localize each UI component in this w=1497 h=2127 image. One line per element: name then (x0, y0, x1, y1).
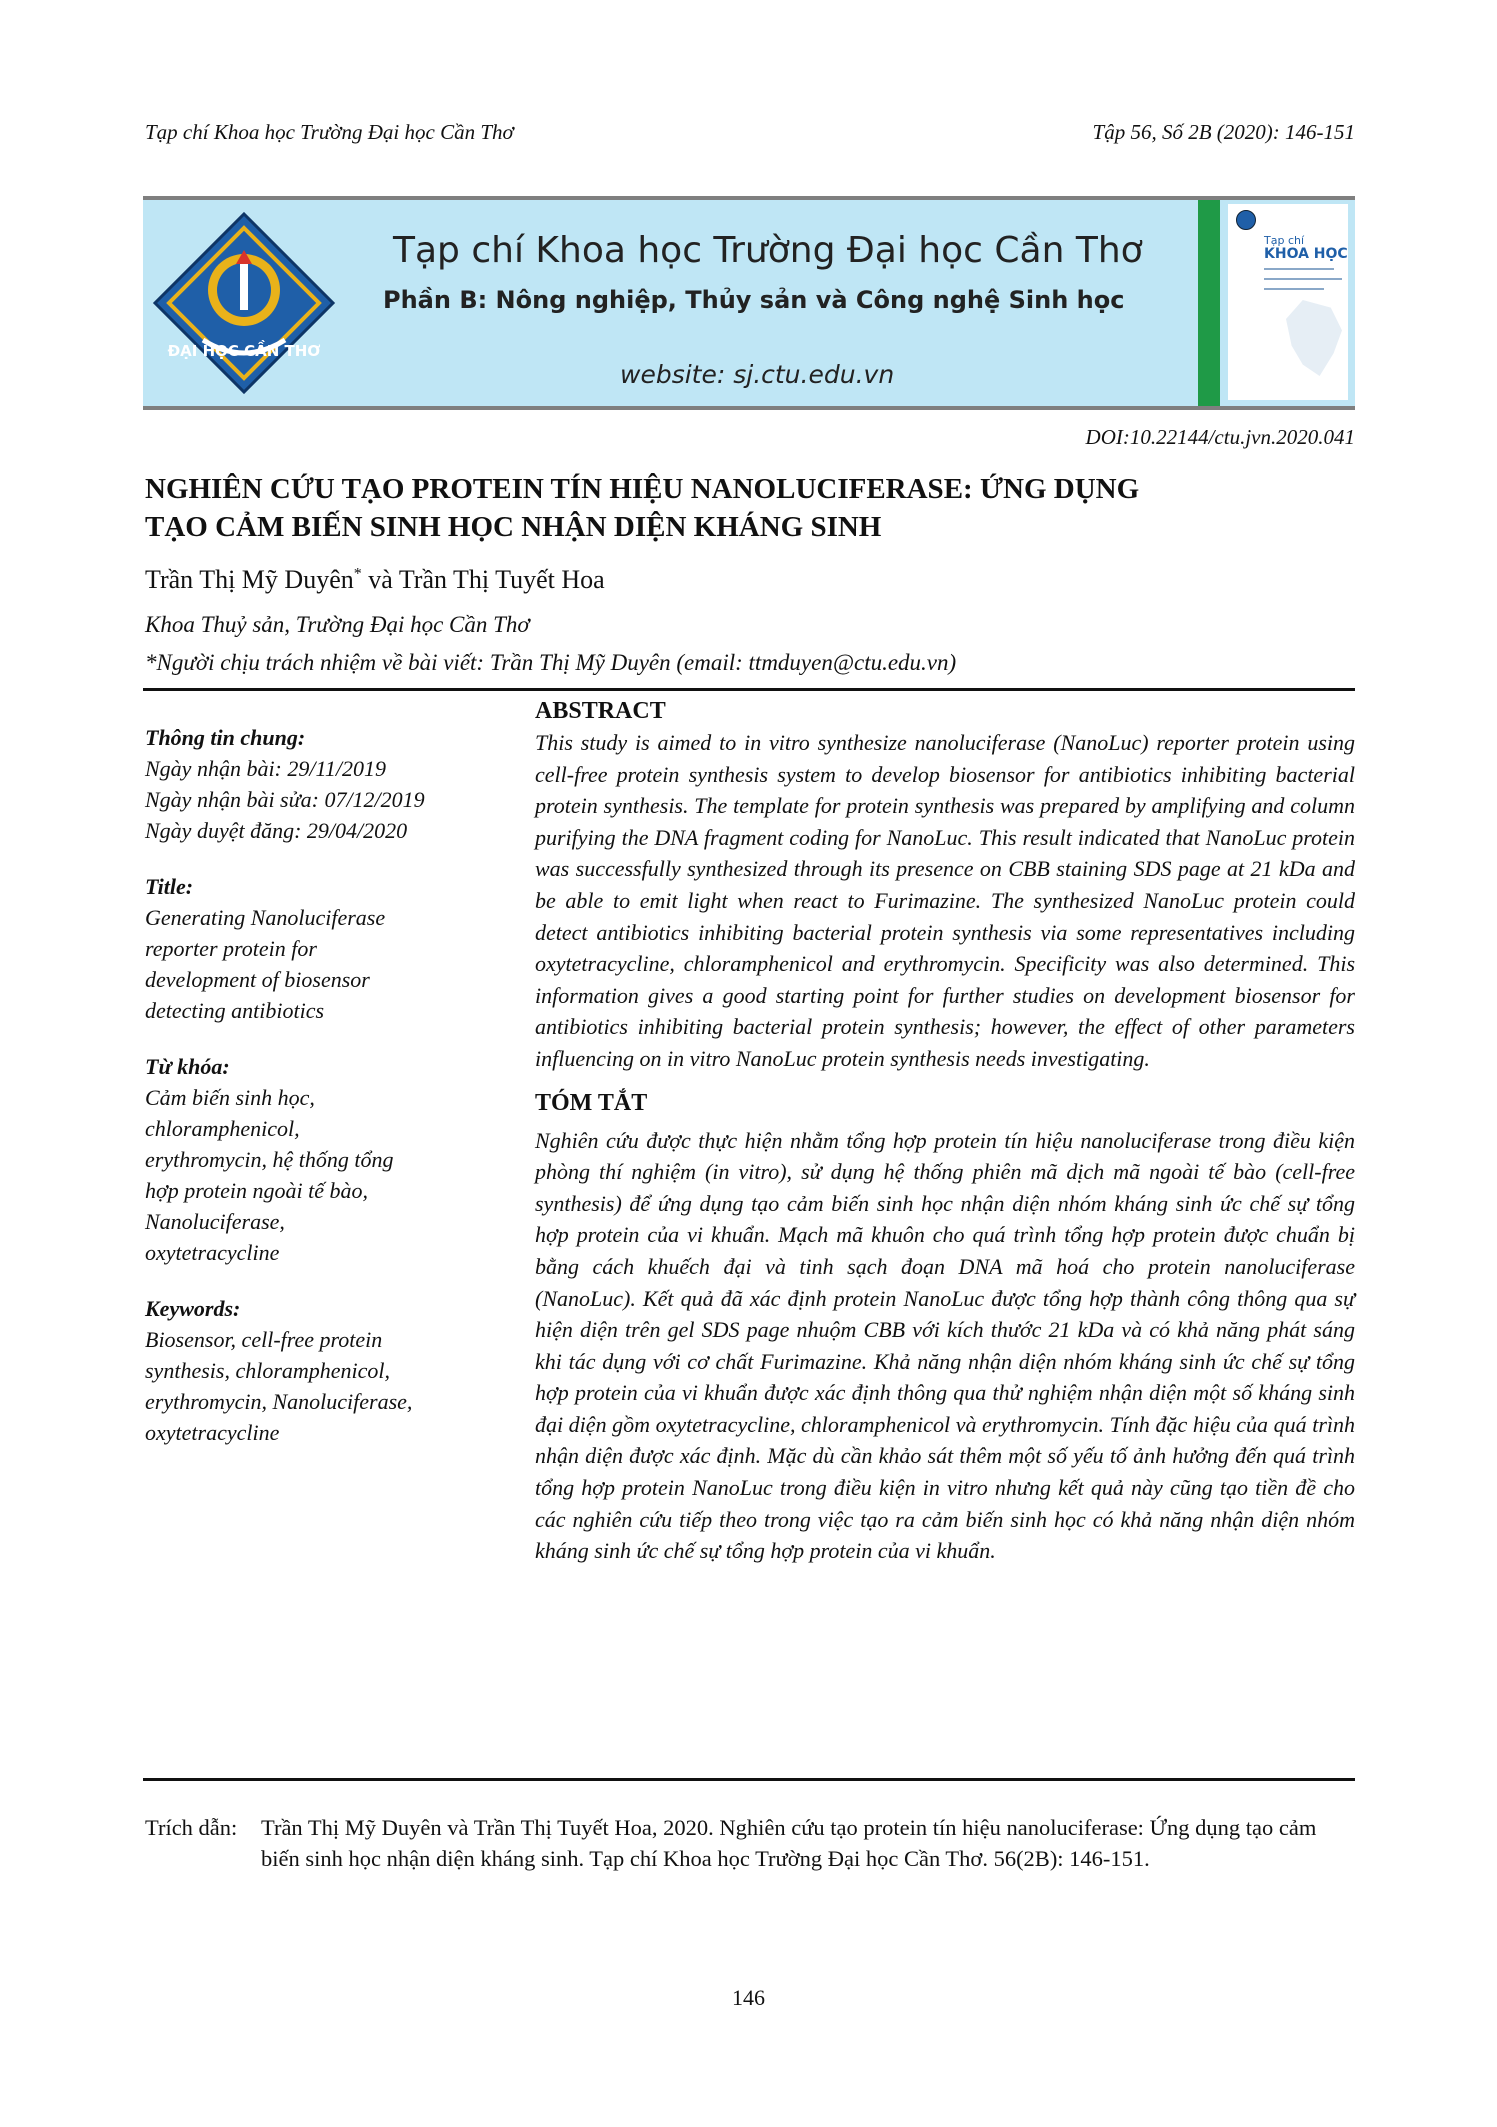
tukhoa-heading: Từ khóa: (145, 1054, 230, 1079)
keywords-line: synthesis, chloramphenicol, (145, 1358, 391, 1383)
keywords-line: erythromycin, Nanoluciferase, (145, 1389, 413, 1414)
tomtat-text: Nghiên cứu được thực hiện nhằm tổng hợp protein tín hiệu nanoluciferase trong điều kiện phòng thí nghiệm (in vitro), sử dụng hệ thống phiên mã dịch mã ngoài tế bào (cell-free synthesis) để ứng dụng tạo cảm biến sinh học nhận diện nhóm kháng sinh ức chế sự tổng hợp protein của vi khuẩn. Mạch mã khuôn cho quá trình tổng hợp protein được chuẩn bị bằng cách khuếch đại và tinh sạch đoạn DNA mã hoá cho protein nanoluciferase (NanoLuc). Kết quả đã xác định protein NanoLuc được tổng hợp thành công thông qua sự hiện diện trên gel SDS page nhuộm CBB với kích thước 21 kDa và có khả năng phát sáng khi tác dụng với cơ chất Furimazine. Khả năng nhận diện nhóm kháng sinh ức chế sự tổng hợp protein của vi khuẩn được xác định thông qua thử nghiệm nhận diện một số kháng sinh đại diện gồm oxytetracycline, chloramphenicol và erythromycin. Tính đặc hiệu của quá trình nhận diện được xác định. Mặc dù cần khảo sát thêm một số yếu tố ảnh hưởng đến quá trình tổng hợp protein NanoLuc trong điều kiện in vitro nhưng kết quả này cũng tạo tiền đề cho các nghiên cứu tiếp theo trong việc tạo ra cảm biến sinh học có khả năng nhận diện nhóm kháng sinh ức chế sự tổng hợp protein của vi khuẩn. (535, 1127, 1355, 1564)
citation-label: Trích dẫn: (145, 1815, 238, 1840)
tomtat-heading: TÓM TẮT (535, 1089, 648, 1116)
logo-text: ĐẠI HỌC CẦN THƠ (167, 342, 321, 360)
tukhoa-line: Cảm biến sinh học, (145, 1085, 315, 1110)
cover-text-line (1264, 288, 1324, 290)
article-title (145, 470, 1345, 546)
article-title-line: NGHIÊN CỨU TẠO PROTEIN TÍN HIỆU NANOLUCIFERASE: ỨNG DỤNG (145, 473, 1140, 505)
authors (145, 565, 605, 595)
keywords-line: oxytetracycline (145, 1420, 280, 1445)
date-received: Ngày nhận bài: 29/11/2019 (145, 756, 386, 781)
tukhoa-line: Nanoluciferase, (145, 1209, 285, 1234)
banner-website: website: sj.ctu.edu.vn (620, 360, 895, 389)
corresponding-author: *Người chịu trách nhiệm về bài viết: Trần Thị Mỹ Duyên (email: ttmduyen@ctu.edu.vn) (145, 650, 957, 675)
journal-banner (143, 196, 1355, 410)
running-header-journal: Tạp chí Khoa học Trường Đại học Cần Thơ (145, 120, 514, 144)
banner-section-name: Phần B: Nông nghiệp, Thủy sản và Công nghệ Sinh học (383, 286, 1125, 314)
university-logo-icon (151, 210, 337, 396)
corresponding-mark: * (353, 565, 362, 583)
banner-green-bar (1198, 200, 1220, 406)
english-title-line: Generating Nanoluciferase (145, 905, 386, 930)
divider-bottom (143, 1778, 1355, 1781)
citation-text: Trần Thị Mỹ Duyên và Trần Thị Tuyết Hoa, 2020. Nghiên cứu tạo protein tín hiệu nanoluciferase: Ứng dụng tạo cảm biến sinh học nhận diện kháng sinh. Tạp chí Khoa học Trường Đại học Cần Thơ. 56(2B): 146-151. (261, 1815, 1317, 1871)
english-title-line: reporter protein for (145, 936, 317, 961)
running-header-volume: Tập 56, Số 2B (2020): 146-151 (1092, 120, 1355, 144)
keywords-line: Biosensor, cell-free protein (145, 1327, 383, 1352)
keywords-heading: Keywords: (145, 1296, 241, 1321)
journal-cover-thumbnail (1228, 204, 1348, 400)
page-number: 146 (732, 1985, 765, 2010)
banner-journal-title: Tạp chí Khoa học Trường Đại học Cần Thơ (393, 230, 1143, 271)
abstract-heading: ABSTRACT (535, 698, 666, 724)
divider-top (143, 688, 1355, 691)
cover-map-icon (1286, 300, 1342, 376)
abstract-column (535, 695, 1355, 1567)
english-title-line: development of biosensor (145, 967, 370, 992)
author-first: Trần Thị Mỹ Duyên (145, 565, 354, 594)
article-info-sidebar (145, 722, 505, 1448)
cover-small-title: Tạp chí (1264, 234, 1305, 247)
tukhoa-line: oxytetracycline (145, 1240, 280, 1265)
author-rest: và Trần Thị Tuyết Hoa (361, 565, 605, 594)
cover-big-title: KHOA HỌC (1264, 246, 1348, 262)
cover-text-line (1264, 268, 1334, 270)
tukhoa-line: hợp protein ngoài tế bào, (145, 1178, 368, 1203)
info-heading: Thông tin chung: (145, 725, 306, 750)
cover-text-line (1264, 278, 1342, 280)
doi: DOI:10.22144/ctu.jvn.2020.041 (1085, 425, 1355, 449)
english-title-line: detecting antibiotics (145, 998, 325, 1023)
title-heading: Title: (145, 874, 194, 899)
affiliation: Khoa Thuỷ sản, Trường Đại học Cần Thơ (145, 612, 530, 637)
date-revised: Ngày nhận bài sửa: 07/12/2019 (145, 787, 425, 812)
cover-logo-icon (1236, 210, 1256, 230)
tukhoa-line: erythromycin, hệ thống tổng (145, 1147, 394, 1172)
article-title-line: TẠO CẢM BIẾN SINH HỌC NHẬN DIỆN KHÁNG SINH (145, 511, 882, 543)
tukhoa-line: chloramphenicol, (145, 1116, 300, 1141)
abstract-text: This study is aimed to in vitro synthesize nanoluciferase (NanoLuc) reporter protein using cell-free protein synthesis system to develop biosensor for antibiotics inhibiting bacterial protein synthesis. The template for protein synthesis was prepared by amplifying and column purifying the DNA fragment coding for NanoLuc. This result indicated that NanoLuc protein was successfully synthesized through its presence on CBB staining SDS page at 21 kDa and be able to emit light when react to Furimazine. The synthesized NanoLuc protein could detect antibiotics inhibiting bacterial protein synthesis via some representatives including oxytetracycline, chloramphenicol and erythromycin. Specificity was also determined. This information gives a good starting point for further studies on development biosensor for antibiotics inhibiting bacterial protein synthesis; however, the effect of other parameters influencing on in vitro NanoLuc protein synthesis needs investigating. (535, 730, 1355, 1071)
date-accepted: Ngày duyệt đăng: 29/04/2020 (145, 818, 408, 843)
